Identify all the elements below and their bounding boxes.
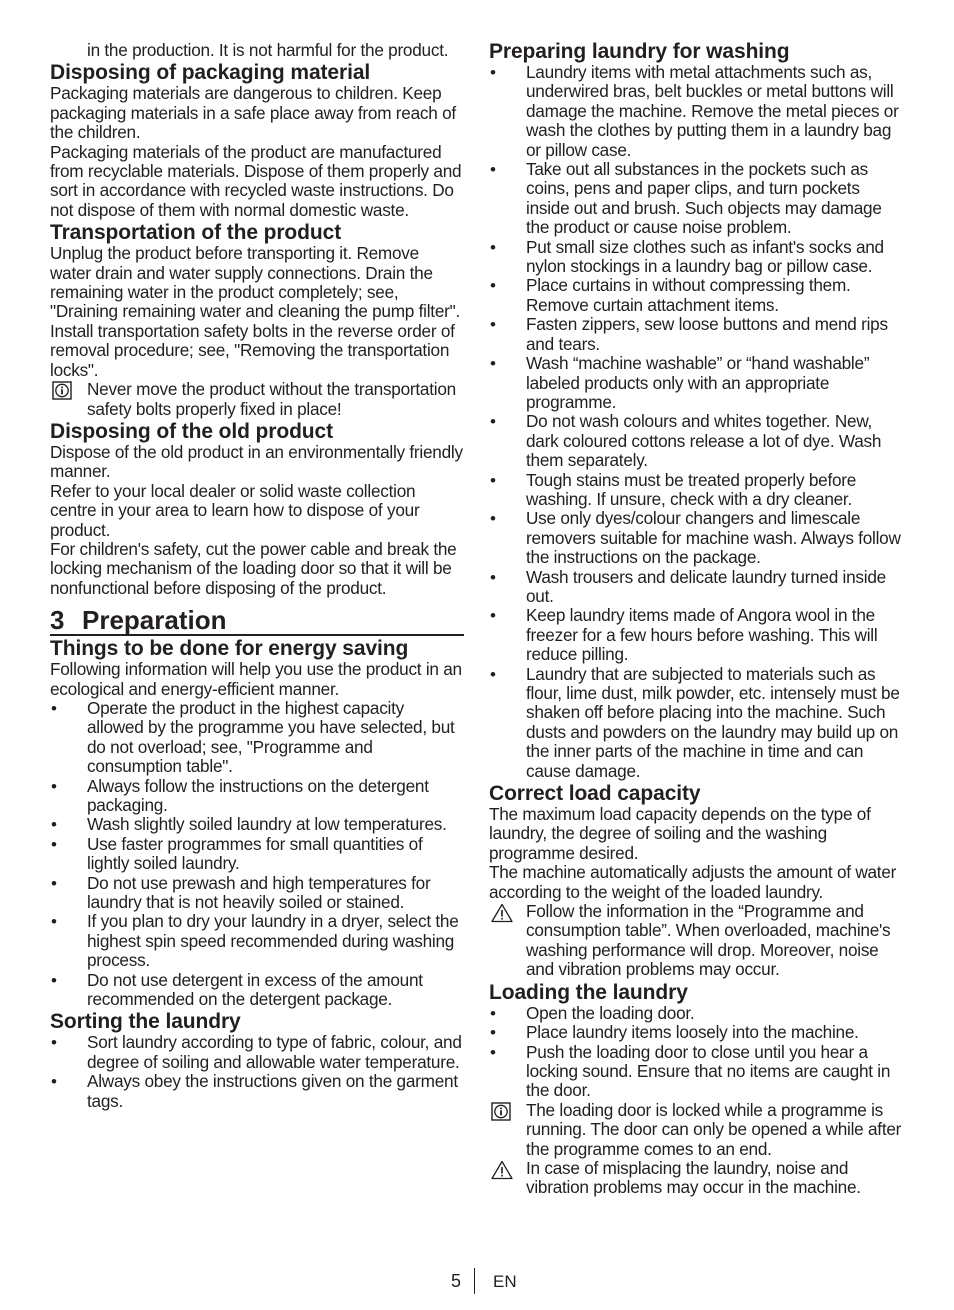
bullet: •: [490, 276, 496, 296]
bullet: •: [490, 606, 496, 626]
list-item: [489, 315, 905, 354]
list-item: [50, 1072, 464, 1111]
list-item-text: Always follow the instructions on the detergent packaging.: [87, 775, 429, 815]
heading-disposing-packaging: Disposing of packaging material: [50, 61, 371, 85]
bullet: •: [490, 412, 496, 432]
list-item-text: Take out all substances in the pockets such as coins, pens and paper clips, and turn pockets inside out and brush. Such objects may damage the product or cause noise problem.: [526, 159, 882, 238]
heading-sorting-laundry: Sorting the laundry: [50, 1010, 241, 1034]
list-item-text: Wash slightly soiled laundry at low temperatures.: [87, 814, 447, 835]
bullet: •: [490, 63, 496, 82]
list-item-text: Tough stains must be treated properly before washing. If unsure, check with a dry cleaner.: [526, 469, 857, 509]
list-item-text: Keep laundry items made of Angora wool in the freezer for a few hours before washing. This will reduce pilling.: [526, 605, 878, 665]
list-item-text: Wash “machine washable” or “hand washable” labeled products only with an appropriate programme.: [526, 353, 870, 412]
list-item: [489, 509, 905, 567]
list-item-text: Fasten zippers, sew loose buttons and mend rips and tears.: [526, 314, 888, 354]
section-title-preparation: [50, 606, 464, 636]
list-item-text: Do not wash colours and whites together. New, dark coloured cottons release a lot of dye. Wash them separately.: [526, 411, 882, 471]
list-item: [489, 276, 905, 315]
list-item: [50, 815, 464, 834]
list-item: [489, 354, 905, 412]
info-icon: [52, 381, 72, 400]
list-item: [50, 971, 464, 1010]
list-item: [489, 568, 905, 607]
list-item: [489, 1023, 905, 1042]
loading-warning-note: [489, 1159, 905, 1198]
packaging-paragraph-1: Packaging materials are dangerous to children. Keep packaging materials in a safe place away from reach of the children.: [50, 83, 456, 143]
bullet: •: [490, 1042, 496, 1062]
list-item: [50, 912, 464, 970]
bullet: •: [51, 1072, 57, 1092]
list-item-text: Push the loading door to close until you hear a locking sound. Ensure that no items are caught in the door.: [526, 1041, 891, 1101]
list-item-text: Wash trousers and delicate laundry turned inside out.: [526, 566, 886, 606]
capacity-paragraph-1: The maximum load capacity depends on the type of laundry, the degree of soiling and the washing programme desired.: [489, 804, 871, 863]
list-item: [489, 606, 905, 664]
page-footer: [0, 1268, 954, 1296]
bullet: •: [490, 237, 496, 257]
capacity-warning-note: [489, 902, 905, 980]
list-item: [489, 160, 905, 238]
left-column: [50, 41, 464, 1111]
bullet: •: [490, 160, 496, 180]
footer-divider: [474, 1268, 475, 1294]
old-product-paragraph-3: For children's safety, cut the power cable and break the locking mechanism of the loading door so that it will be nonfunctional before disposing of the product.: [50, 538, 457, 598]
old-product-paragraph-2: Refer to your local dealer or solid waste collection centre in your area to learn how to dispose of your product.: [50, 480, 420, 540]
list-item: [489, 665, 905, 781]
heading-transportation: Transportation of the product: [50, 221, 342, 245]
list-item-text: Always obey the instructions given on the garment tags.: [87, 1071, 458, 1111]
bullet: •: [490, 1003, 496, 1023]
sorting-list: [50, 1033, 464, 1111]
bullet: •: [490, 1023, 496, 1043]
energy-list: [50, 699, 464, 1010]
list-item-text: Do not use detergent in excess of the amount recommended on the detergent package.: [87, 969, 423, 1010]
info-icon: [491, 1102, 511, 1121]
loading-warning-text: In case of misplacing the laundry, noise and vibration problems may occur in the machine.: [526, 1157, 861, 1198]
intro-continuation: in the production. It is not harmful for the product.: [87, 40, 449, 60]
transport-info-note: [50, 380, 464, 419]
list-item: [50, 1033, 464, 1072]
list-item: [489, 1004, 905, 1023]
list-item-text: Use only dyes/colour changers and limescale removers suitable for machine wash. Always follow the instructions on the package.: [526, 508, 901, 568]
bullet: •: [490, 664, 496, 684]
heading-energy-saving: Things to be done for energy saving: [50, 637, 409, 661]
list-item-text: Laundry items with metal attachments such as, underwired bras, belt buckles or metal buttons will damage the machine. Remove the metal pieces or wash the clothes by putting them in a laundry bag or pillow case.: [526, 62, 899, 160]
right-column: [489, 41, 905, 1198]
capacity-paragraph-2: The machine automatically adjusts the amount of water according to the weight of the loaded laundry.: [489, 862, 897, 902]
bullet: •: [490, 354, 496, 374]
energy-intro: Following information will help you use the product in an ecological and energy-efficient manner.: [50, 659, 462, 699]
list-item-text: Do not use prewash and high temperatures for laundry that is not heavily soiled or stained.: [87, 872, 431, 913]
list-item: [50, 835, 464, 874]
loading-note-text: The loading door is locked while a programme is running. The door can only be opened a while after the programme comes to an end.: [526, 1099, 902, 1159]
bullet: •: [51, 834, 57, 854]
heading-loading-laundry: Loading the laundry: [489, 980, 688, 1004]
list-item: [489, 63, 905, 160]
bullet: •: [51, 776, 57, 796]
list-item-text: Laundry that are subjected to materials such as flour, lime dust, milk powder, etc. intensely must be shaken off before placing into the machine. Such dusts and powders on the laundry may build up on the inner parts of the machine in time and can cause damage.: [526, 663, 900, 781]
bullet: •: [490, 567, 496, 587]
loading-list: [489, 1004, 905, 1101]
bullet: •: [51, 1033, 57, 1053]
section-number: 3: [50, 605, 65, 636]
language-code: EN: [493, 1272, 517, 1291]
list-item-text: Place curtains in without compressing them. Remove curtain attachment items.: [526, 275, 851, 315]
bullet: •: [51, 873, 57, 893]
list-item: [489, 238, 905, 277]
bullet: •: [51, 912, 57, 932]
list-item: [50, 777, 464, 816]
loading-info-note: [489, 1101, 905, 1159]
list-item: [50, 874, 464, 913]
list-item-text: Sort laundry according to type of fabric, colour, and degree of soiling and allowable water temperature.: [87, 1032, 462, 1072]
list-item: [489, 412, 905, 470]
bullet: •: [490, 315, 496, 335]
preparing-list: [489, 63, 905, 781]
transport-paragraph: Unplug the product before transporting it. Remove water drain and water supply connections. Drain the remaining water in the product completely; see, "Draining remaining water and cleaning the pump filter". Install transportation safety bolts in the reverse order of removal procedure; see, "Removing the transportation locks".: [50, 243, 460, 380]
list-item-text: Put small size clothes such as infant's socks and nylon stockings in a laundry bag or pillow case.: [526, 236, 884, 277]
list-item: [50, 699, 464, 777]
bullet: •: [51, 815, 57, 835]
packaging-paragraph-2: Packaging materials of the product are manufactured from recyclable materials. Dispose of them properly and sort in accordance with recycled waste instructions. Do not dispose of them with normal domestic waste.: [50, 141, 462, 220]
list-item-text: If you plan to dry your laundry in a dryer, select the highest spin speed recommended during washing process.: [87, 911, 459, 971]
bullet: •: [51, 698, 57, 718]
bullet: •: [490, 470, 496, 490]
list-item-text: Place laundry items loosely into the machine.: [526, 1022, 859, 1043]
warning-triangle-icon: [491, 903, 513, 923]
page-number: 5: [451, 1271, 462, 1291]
bullet: •: [490, 509, 496, 529]
list-item-text: Operate the product in the highest capacity allowed by the programme you have selected, but do not overload; see, "Programme and consumption table".: [87, 697, 455, 777]
section-title-text: Preparation: [82, 605, 227, 636]
transport-note-text: Never move the product without the transportation safety bolts properly fixed in place!: [87, 379, 456, 419]
list-item-text: Use faster programmes for small quantities of lightly soiled laundry.: [87, 833, 423, 874]
list-item: [489, 471, 905, 510]
heading-disposing-old-product: Disposing of the old product: [50, 419, 334, 443]
heading-preparing-laundry: Preparing laundry for washing: [489, 40, 790, 63]
list-item: [489, 1043, 905, 1101]
bullet: •: [51, 970, 57, 990]
heading-correct-load-capacity: Correct load capacity: [489, 782, 701, 806]
warning-triangle-icon: [491, 1160, 513, 1180]
capacity-warning-text: Follow the information in the “Programme and consumption table”. When overloaded, machine's washing performance will drop. Moreover, noise and vibration problems may occur.: [526, 901, 891, 980]
old-product-paragraph-1: Dispose of the old product in an environmentally friendly manner.: [50, 441, 463, 482]
list-item-text: Open the loading door.: [526, 1002, 695, 1023]
